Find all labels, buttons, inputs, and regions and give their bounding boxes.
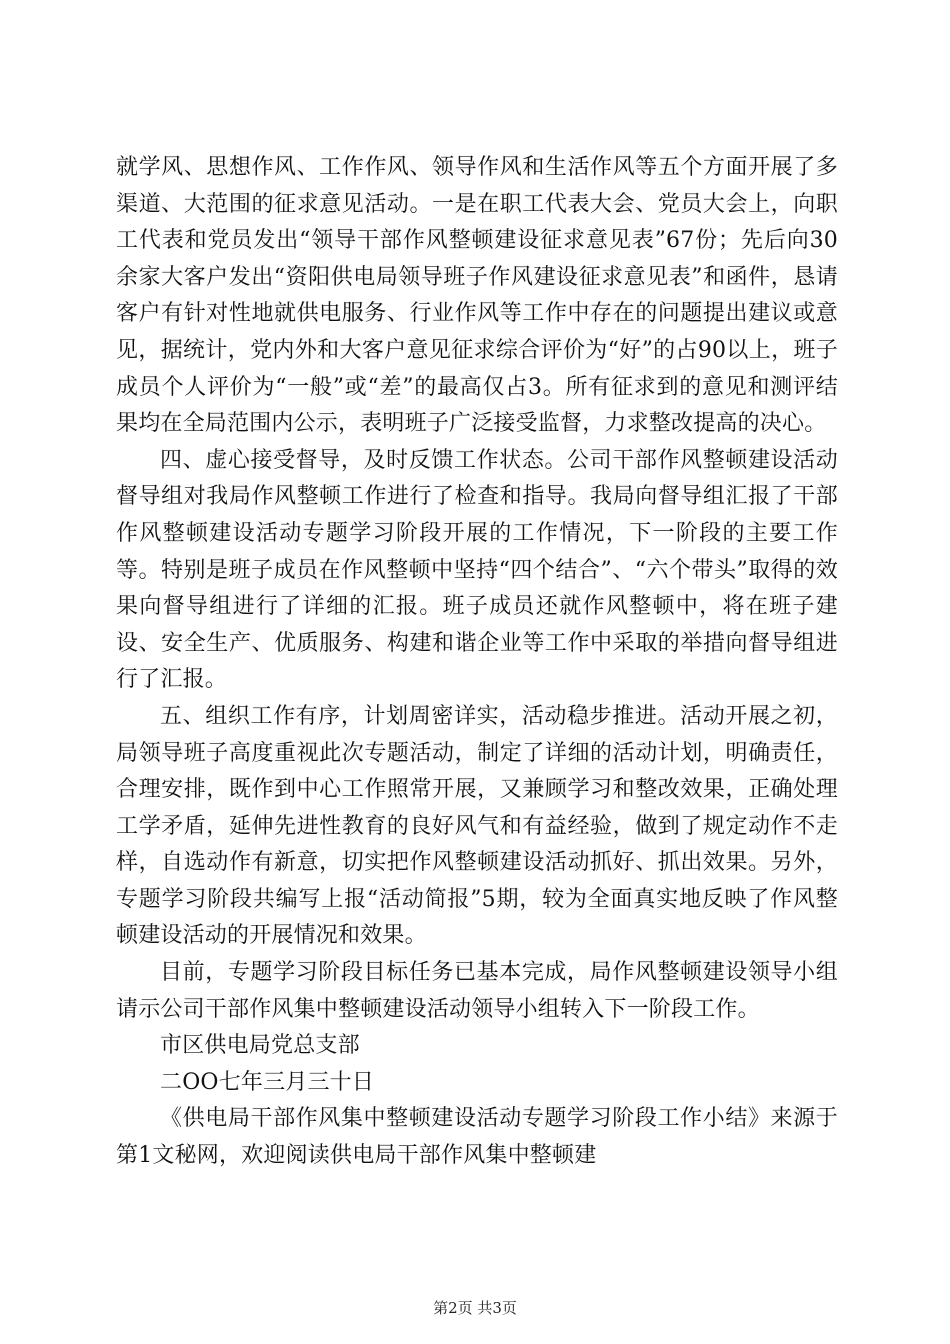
signature-organization: 市区供电局党总支部 — [160, 1033, 360, 1059]
paragraph-opinion-collection: 就学风、思想作风、工作作风、领导作风和生活作风等五个方面开展了多渠道、大范围的征求意见活动。一是在职工代表大会、党员大会上，向职工代表和党员发出“领导干部作风整顿建设征求意见表”67份；先后向30余家大客户发出“资阳供电局领导班子作风建设征求意见表”和函件，恳请客户有针对性地就供电服务、行业作风等工作中存在的问题提出建议或意见，据统计，党内外和大客户意见征求综合评价为“好”的占90以上，班子成员个人评价为“一般”或“差”的最高仅占3。所有征求到的意见和测评结果均在全局范围内公示，表明班子广泛接受监督，力求整改提高的决心。 — [116, 155, 838, 437]
document-body — [116, 150, 838, 1175]
paragraph-source-note: 《供电局干部作风集中整顿建设活动专题学习阶段工作小结》来源于第1文秘网，欢迎阅读供电局干部作风集中整顿建 — [116, 1106, 838, 1169]
paragraph-supervision: 四、虚心接受督导，及时反馈工作状态。公司干部作风整顿建设活动督导组对我局作风整顿工作进行了检查和指导。我局向督导组汇报了干部作风整顿建设活动专题学习阶段开展的工作情况，下一阶段的主要工作等。特别是班子成员在作风整顿中坚持“四个结合”、“六个带头”取得的效果向督导组进行了详细的汇报。班子成员还就作风整顿中，将在班子建设、安全生产、优质服务、构建和谐企业等工作中采取的举措向督导组进行了汇报。 — [116, 447, 838, 693]
signature-date: 二ОО七年三月三十日 — [160, 1069, 375, 1095]
paragraph-organization: 五、组织工作有序，计划周密详实，活动稳步推进。活动开展之初，局领导班子高度重视此次专题活动，制定了详细的活动计划，明确责任，合理安排，既作到中心工作照常开展，又兼顾学习和整改效果，正确处理工学矛盾，延伸先进性教育的良好风气和有益经验，做到了规定动作不走样，自选动作有新意，切实把作风整顿建设活动抓好、抓出效果。另外，专题学习阶段共编写上报“活动简报”5期，较为全面真实地反映了作风整顿建设活动的开展情况和效果。 — [116, 703, 838, 949]
paragraph-conclusion: 目前，专题学习阶段目标任务已基本完成，局作风整顿建设领导小组请示公司干部作风集中整顿建设活动领导小组转入下一阶段工作。 — [116, 960, 838, 1022]
page-number-footer: 第2页 共3页 — [433, 1299, 517, 1317]
